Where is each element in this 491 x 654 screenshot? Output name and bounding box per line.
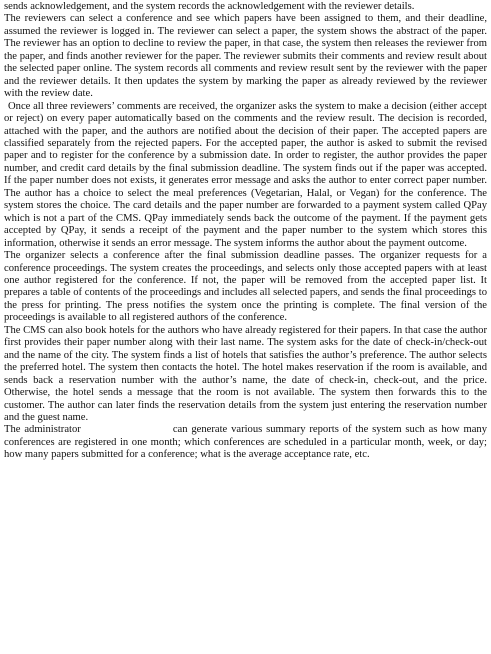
paragraph-hotel-booking: The CMS can also book hotels for the authors who have already registered for their papers. In that case the author first provides their paper number along with their last name. The system asks for the date of check-in/check-out and the name of the city. The system finds a list of hotels that satisfies the author’s preference. The author selects the preferred hotel. The system then contacts the hotel. The hotel makes reservation if the room is available, and sends back a reservation number with the author’s name, the date of check-in, check-out, and the price. Otherwise, the hotel sends a message that the room is not available. The system then forwards this to the customer. The author can later finds the reservation details from the system just entering the reservation number and the guest name.: [4, 324, 487, 423]
paragraph-administrator: [4, 424, 487, 461]
administrator-lead: The administrator: [4, 424, 81, 436]
paragraph-reviewers: The reviewers can select a conference and see which papers have been assigned to them, and their deadline, assumed the reviewer is logged in. The reviewer can select a paper, the system shows the abstract of the paper. The reviewer has an option to decline to review the paper, in that case, the system then releases the reviewer from the paper, and finds another reviewer for the paper. The reviewer submits their comments and review result about the selected paper online. The system records all comments and review result sent by the reviewer with the paper and the reviewer details. It then updates the system by marking the paper as already reviewed by the reviewer with the review date.: [4, 13, 487, 100]
administrator-rest: can generate various summary reports of the system such as how many conferences are registered in one month; which conferences are scheduled in a particular month, week, or day; how many papers submitted for a conference; what is the average acceptance rate, etc.: [4, 424, 487, 461]
paragraph-decision-registration: Once all three reviewers’ comments are received, the organizer asks the system to make a decision (either accept or reject) on every paper automatically based on the comments and the review result. The decision is recorded, attached with the paper, and the authors are notified about the decision of their paper. The accepted papers are classified separately from the rejected papers. For the accepted paper, the author is asked to submit the revised paper and to register for the conference by a submission date. In order to register, the author provides the paper number, and credit card details by the final submission deadline. The system finds out if the paper was accepted. If the paper number does not exists, it generates error message and asks the author to enter correct paper number. The author has a choice to select the meal preferences (Vegetarian, Halal, or Vegan) for the conference. The system stores the choice. The card details and the paper number are forwarded to a payment system called QPay which is not a part of the CMS. QPay immediately sends back the outcome of the payment. If the payment gets accepted by QPay, it sends a receipt of the payment and the paper number to the system which stores this information, otherwise it sends an error message. The system informs the author about the payment outcome.: [4, 100, 487, 249]
paragraph-acknowledgement: sends acknowledgement, and the system records the acknowledgement with the reviewer details.: [4, 1, 415, 12]
paragraph-proceedings: The organizer selects a conference after the final submission deadline passes. The organizer requests for a conference proceedings. The system creates the proceedings, and selects only those accepted papers with at least one author registered for the conference. If not, the paper will be removed from the accepted paper list. It prepares a table of contents of the proceedings and includes all selected papers, and sends the final proceedings to the press for printing. The press notifies the system once the printing is complete. The final version of the proceedings is available to all registered authors of the conference.: [4, 250, 487, 324]
